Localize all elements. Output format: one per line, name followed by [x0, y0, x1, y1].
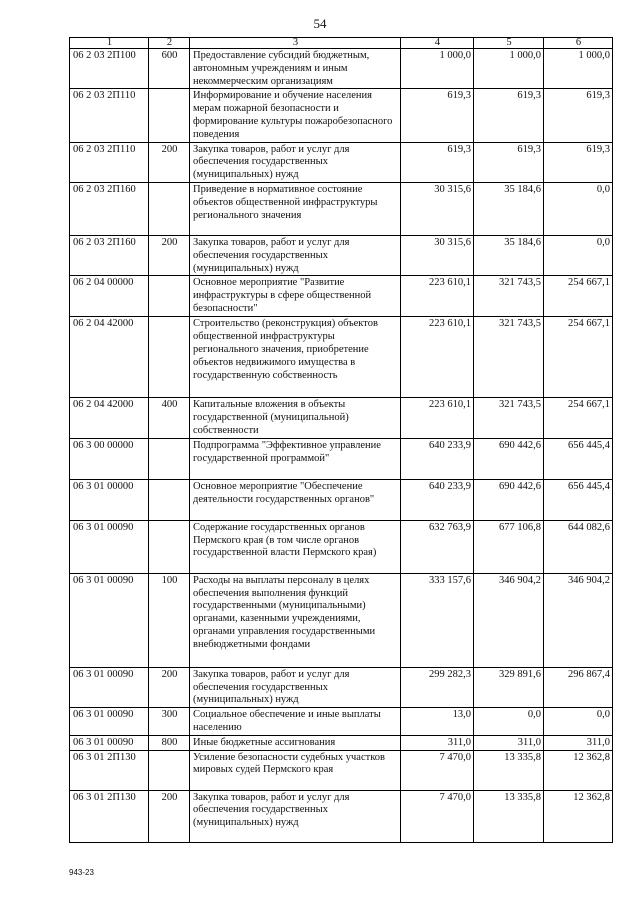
amount-col-6: 254 667,1: [544, 317, 613, 398]
amount-col-4: 7 470,0: [401, 790, 474, 842]
amount-col-4: 1 000,0: [401, 49, 474, 89]
amount-col-5: 13 335,8: [474, 790, 544, 842]
column-header-1: 1: [70, 38, 149, 49]
table-row: [70, 479, 613, 520]
table-row: [70, 142, 613, 182]
column-header-5: 5: [474, 38, 544, 49]
target-article-code: 06 2 04 42000: [70, 317, 149, 398]
target-article-code: 06 2 03 2П160: [70, 235, 149, 275]
document-code: 943-23: [69, 868, 94, 877]
amount-col-5: 321 743,5: [474, 276, 544, 317]
amount-col-6: 296 867,4: [544, 667, 613, 707]
amount-col-5: 619,3: [474, 142, 544, 182]
table-row: [70, 89, 613, 142]
table-row: [70, 790, 613, 842]
amount-col-5: 690 442,6: [474, 438, 544, 479]
amount-col-5: 690 442,6: [474, 479, 544, 520]
amount-col-4: 632 763,9: [401, 520, 474, 573]
item-name: Закупка товаров, работ и услуг для обеспечения государственных (муниципальных) нужд: [190, 235, 401, 275]
amount-col-4: 30 315,6: [401, 182, 474, 235]
amount-col-6: 656 445,4: [544, 479, 613, 520]
expense-type-code: [149, 276, 190, 317]
item-name: Социальное обеспечение и иные выплаты населению: [190, 708, 401, 736]
expense-type-code: 100: [149, 573, 190, 667]
amount-col-5: 13 335,8: [474, 750, 544, 790]
item-name: Иные бюджетные ассигнования: [190, 735, 401, 750]
table-row: [70, 667, 613, 707]
amount-col-5: 346 904,2: [474, 573, 544, 667]
amount-col-6: 0,0: [544, 708, 613, 736]
target-article-code: 06 2 04 00000: [70, 276, 149, 317]
amount-col-6: 311,0: [544, 735, 613, 750]
item-name: Усиление безопасности судебных участков мировых судей Пермского края: [190, 750, 401, 790]
amount-col-4: 640 233,9: [401, 479, 474, 520]
expense-type-code: [149, 89, 190, 142]
expense-type-code: 300: [149, 708, 190, 736]
amount-col-5: 35 184,6: [474, 182, 544, 235]
column-header-6: 6: [544, 38, 613, 49]
amount-col-6: 0,0: [544, 182, 613, 235]
amount-col-5: 35 184,6: [474, 235, 544, 275]
amount-col-5: 311,0: [474, 735, 544, 750]
table-row: [70, 735, 613, 750]
budget-table: [69, 37, 613, 843]
target-article-code: 06 2 03 2П110: [70, 89, 149, 142]
target-article-code: 06 3 01 00090: [70, 667, 149, 707]
table-row: [70, 317, 613, 398]
table-row: [70, 520, 613, 573]
table-row: [70, 182, 613, 235]
table-row: [70, 49, 613, 89]
item-name: Строительство (реконструкция) объектов общественной инфраструктуры регионального значения, приобретение объектов недвижимого имущества в государственную собственность: [190, 317, 401, 398]
amount-col-4: 7 470,0: [401, 750, 474, 790]
expense-type-code: 600: [149, 49, 190, 89]
column-header-4: 4: [401, 38, 474, 49]
amount-col-4: 619,3: [401, 89, 474, 142]
target-article-code: 06 3 01 2П130: [70, 790, 149, 842]
amount-col-4: 30 315,6: [401, 235, 474, 275]
amount-col-6: 254 667,1: [544, 398, 613, 438]
amount-col-5: 677 106,8: [474, 520, 544, 573]
column-header-3: 3: [190, 38, 401, 49]
amount-col-6: 619,3: [544, 142, 613, 182]
target-article-code: 06 3 01 00090: [70, 708, 149, 736]
item-name: Информирование и обучение населения мерам пожарной безопасности и формирование культуры пожаробезопасного поведения: [190, 89, 401, 142]
target-article-code: 06 3 01 2П130: [70, 750, 149, 790]
item-name: Содержание государственных органов Пермского края (в том числе органов государственной власти Пермского края): [190, 520, 401, 573]
item-name: Предоставление субсидий бюджетным, автономным учреждениям и иным некоммерческим организациям: [190, 49, 401, 89]
amount-col-5: 0,0: [474, 708, 544, 736]
expense-type-code: 200: [149, 235, 190, 275]
target-article-code: 06 3 01 00090: [70, 520, 149, 573]
amount-col-6: 12 362,8: [544, 790, 613, 842]
target-article-code: 06 3 00 00000: [70, 438, 149, 479]
amount-col-6: 619,3: [544, 89, 613, 142]
amount-col-6: 12 362,8: [544, 750, 613, 790]
amount-col-6: 1 000,0: [544, 49, 613, 89]
expense-type-code: 800: [149, 735, 190, 750]
table-row: [70, 438, 613, 479]
item-name: Закупка товаров, работ и услуг для обеспечения государственных (муниципальных) нужд: [190, 790, 401, 842]
item-name: Расходы на выплаты персоналу в целях обеспечения выполнения функций государственными (муниципальными) органами, казенными учреждениями, органами управления государственными внебюджетными фондами: [190, 573, 401, 667]
table-row: [70, 708, 613, 736]
item-name: Закупка товаров, работ и услуг для обеспечения государственных (муниципальных) нужд: [190, 142, 401, 182]
amount-col-6: 644 082,6: [544, 520, 613, 573]
target-article-code: 06 3 01 00090: [70, 735, 149, 750]
amount-col-4: 13,0: [401, 708, 474, 736]
target-article-code: 06 3 01 00090: [70, 573, 149, 667]
amount-col-5: 1 000,0: [474, 49, 544, 89]
page-number: 54: [313, 16, 327, 31]
table-header-row: [70, 38, 613, 49]
amount-col-4: 299 282,3: [401, 667, 474, 707]
expense-type-code: [149, 750, 190, 790]
expense-type-code: [149, 438, 190, 479]
target-article-code: 06 2 03 2П160: [70, 182, 149, 235]
amount-col-6: 656 445,4: [544, 438, 613, 479]
amount-col-6: 254 667,1: [544, 276, 613, 317]
amount-col-4: 223 610,1: [401, 398, 474, 438]
target-article-code: 06 3 01 00000: [70, 479, 149, 520]
expense-type-code: 400: [149, 398, 190, 438]
table-row: [70, 276, 613, 317]
table-row: [70, 398, 613, 438]
item-name: Основное мероприятие "Развитие инфраструктуры в сфере общественной безопасности": [190, 276, 401, 317]
expense-type-code: 200: [149, 142, 190, 182]
amount-col-4: 333 157,6: [401, 573, 474, 667]
amount-col-4: 619,3: [401, 142, 474, 182]
amount-col-5: 619,3: [474, 89, 544, 142]
table-row: [70, 750, 613, 790]
item-name: Подпрограмма "Эффективное управление государственной программой": [190, 438, 401, 479]
target-article-code: 06 2 04 42000: [70, 398, 149, 438]
item-name: Закупка товаров, работ и услуг для обеспечения государственных (муниципальных) нужд: [190, 667, 401, 707]
expense-type-code: [149, 182, 190, 235]
expense-type-code: 200: [149, 667, 190, 707]
amount-col-4: 311,0: [401, 735, 474, 750]
expense-type-code: 200: [149, 790, 190, 842]
item-name: Приведение в нормативное состояние объектов общественной инфраструктуры регионального значения: [190, 182, 401, 235]
amount-col-4: 223 610,1: [401, 276, 474, 317]
item-name: Основное мероприятие "Обеспечение деятельности государственных органов": [190, 479, 401, 520]
table-row: [70, 573, 613, 667]
expense-type-code: [149, 317, 190, 398]
target-article-code: 06 2 03 2П110: [70, 142, 149, 182]
amount-col-6: 0,0: [544, 235, 613, 275]
expense-type-code: [149, 520, 190, 573]
column-header-2: 2: [149, 38, 190, 49]
table-row: [70, 235, 613, 275]
item-name: Капитальные вложения в объекты государственной (муниципальной) собственности: [190, 398, 401, 438]
amount-col-5: 321 743,5: [474, 317, 544, 398]
amount-col-4: 223 610,1: [401, 317, 474, 398]
amount-col-4: 640 233,9: [401, 438, 474, 479]
amount-col-5: 321 743,5: [474, 398, 544, 438]
target-article-code: 06 2 03 2П100: [70, 49, 149, 89]
amount-col-5: 329 891,6: [474, 667, 544, 707]
amount-col-6: 346 904,2: [544, 573, 613, 667]
expense-type-code: [149, 479, 190, 520]
